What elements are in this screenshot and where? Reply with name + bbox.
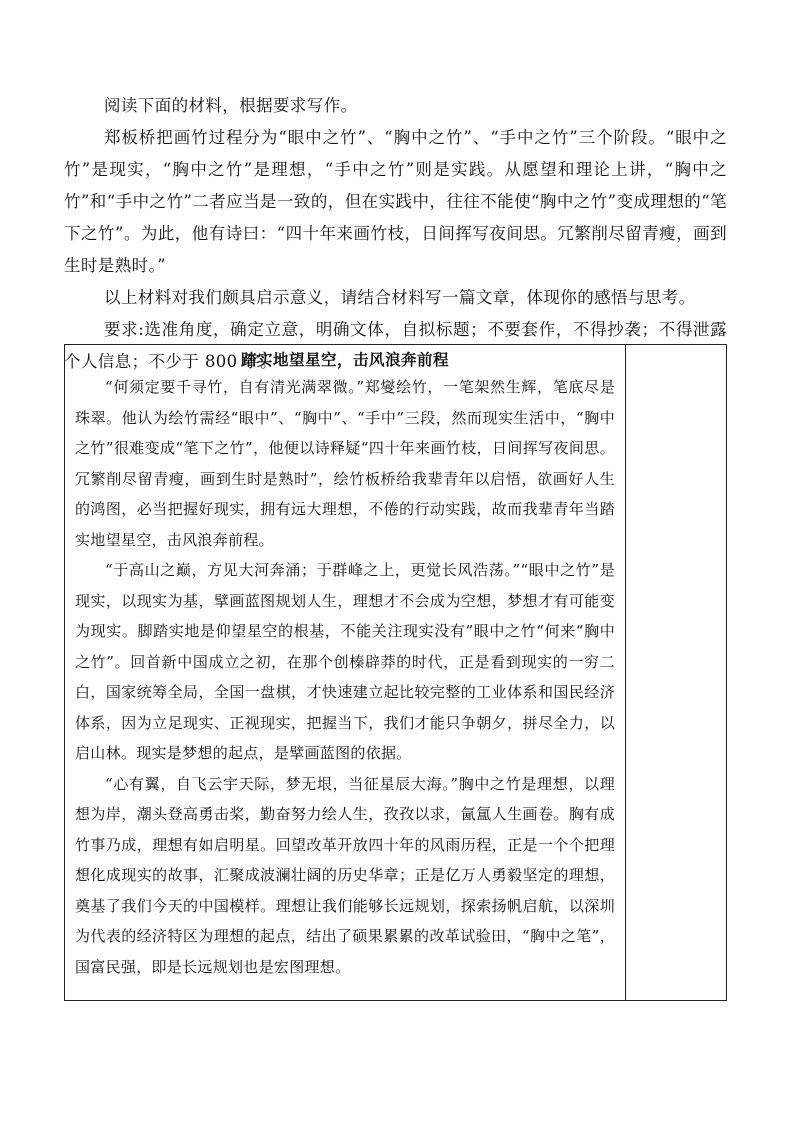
prompt-material: 郑板桥把画竹过程分为“眼中之竹”、“胸中之竹”、“手中之竹”三个阶段。“眼中之竹”是现实，“胸中之竹”是理想，“手中之竹”则是实践。从愿望和理论上讲，“胸中之竹”和“手中之竹”二者应当是一致的，但在实践中，往往不能使“胸中之竹”变成理想的“笔下之竹”。为此，他有诗曰：“四十年来画竹枝，日间挥写夜间思。冗繁削尽留青瘦，画到生时是熟时。”	[64, 128, 727, 275]
prompt-instruction: 以上材料对我们颇具启示意义，请结合材料写一篇文章，体现你的感悟与思考。	[104, 288, 696, 307]
essay-paragraph: “心有翼，自飞云宇天际，梦无垠，当征星辰大海。”胸中之竹是理想，以理想为岸，潮头登高勇击桨，勤奋努力绘人生，孜孜以求，氤氲人生画卷。胸有成竹事乃成，理想有如启明星。回望改革开放四十年的风雨历程，正是一个个把理想化成现实的故事，汇聚成波澜壮阔的历史华章；正是亿万人勇毅坚定的理想，奠基了我们今天的中国模样。理想让我们能够长远规划，探索扬帆启航，以深圳为代表的经济特区为理想的起点，结出了硕果累累的改革试验田，“胸中之笔”，国富民强，即是长远规划也是宏图理想。	[75, 774, 615, 976]
essay-paragraph: “何须定要千寻竹，自有清光满翠微。”郑燮绘竹，一笔架然生辉，笔底尽是珠翠。他认为绘竹需经“眼中”、“胸中”、“手中”三段，然而现实生活中，“胸中之竹”很难变成“笔下之竹”，他便以诗释疑“四十年来画竹枝，日间挥写夜间思。冗繁削尽留青瘦，画到生时是熟时”，绘竹板桥给我辈青年以启悟，欲画好人生的鸿图，必当把握好现实，拥有远大理想，不倦的行动实践，故而我辈青年当踏实地望星空，击风浪奔前程。	[75, 378, 615, 549]
essay-body	[75, 372, 615, 982]
prompt-intro: 阅读下面的材料，根据要求写作。	[104, 96, 358, 115]
essay-paragraph: “于高山之巅，方见大河奔涌；于群峰之上，更觉长风浩荡。”“眼中之竹”是现实，以现实为基，擘画蓝图规划人生，理想才不会成为空想，梦想才有可能变为现实。脚踏实地是仰望星空的根基，不能关注现实没有”眼中之竹“何来“胸中之竹”。回首新中国成立之初，在那个创榛辟莽的时代，正是看到现实的一穷二白，国家统筹全局，全国一盘棋，才快速建立起比较完整的工业体系和国民经济体系，因为立足现实、正视现实，把握当下，我们才能只争朝夕，拼尽全力，以启山林。现实是梦想的起点，是擘画蓝图的依据。	[75, 561, 615, 762]
essay-title: 踏实地望星空，击风浪奔前程	[240, 351, 449, 369]
comment-cell	[626, 345, 726, 1000]
essay-cell	[65, 345, 626, 1000]
prompt-requirements: 要求:选准角度，确定立意，明确文体，自拟标题；不要套作，不得抄袭；不得泄露个人信息；不少于 800 字。	[64, 320, 727, 371]
writing-prompt	[64, 90, 727, 378]
essay-table	[64, 344, 727, 1001]
